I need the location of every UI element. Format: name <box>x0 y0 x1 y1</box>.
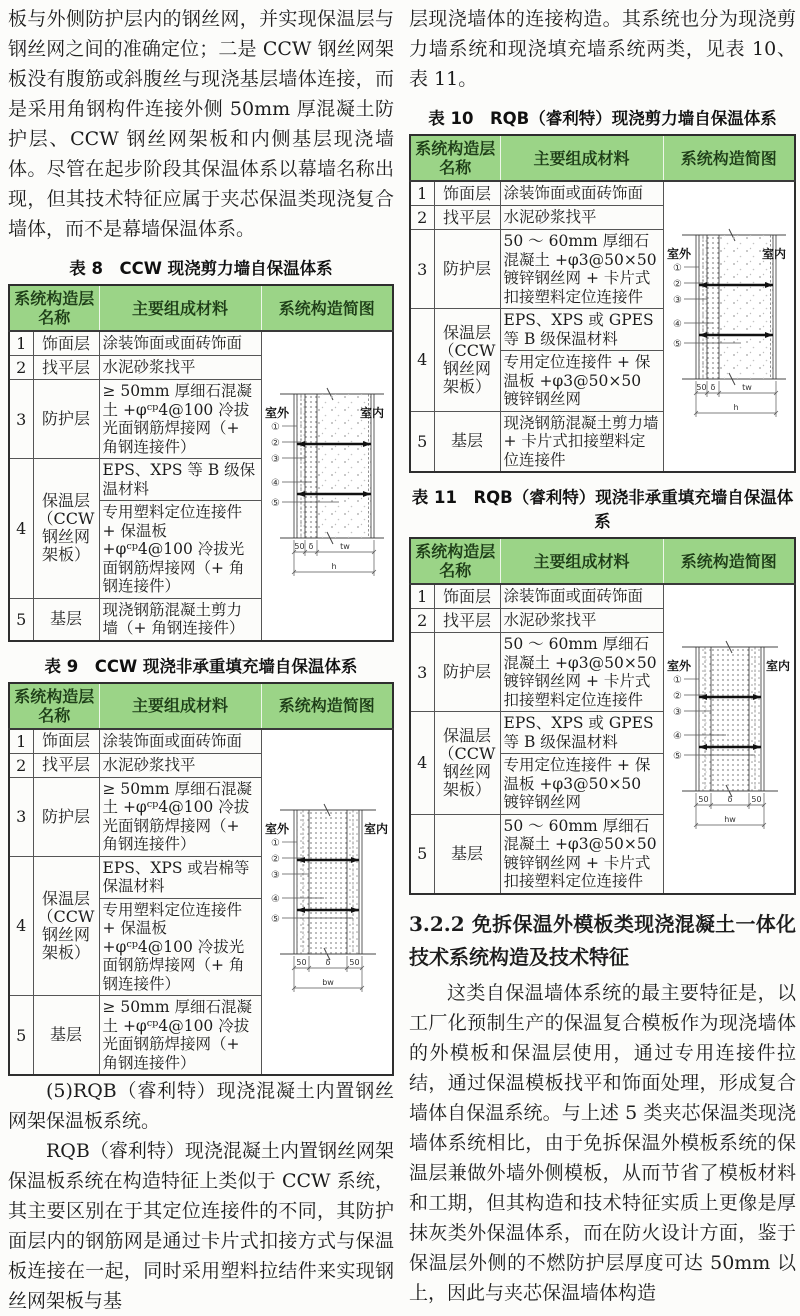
layer-material: ≥ 50mm 厚细石混凝土 +φᶜᵖ4@100 冷拔光面钢筋焊接网（+ 角钢连接件） <box>99 777 261 856</box>
layer-material: 50 ～ 60mm 厚细石混凝土 +φ3@50×50 镀锌钢丝网 + 卡片式扣接塑料定位连接件 <box>500 633 663 712</box>
row-number: 3 <box>9 777 33 856</box>
callout-3: ③ <box>270 453 280 465</box>
callout-3: ③ <box>672 294 682 306</box>
indoor-label: 室内 <box>765 658 790 673</box>
layer-material: 50 ～ 60mm 厚细石混凝土 +φ3@50×50 镀锌钢丝网 + 卡片式扣接塑料定位连接件 <box>500 814 663 894</box>
dim-overall: h <box>331 561 337 571</box>
row-number: 5 <box>9 996 33 1076</box>
layer-material: EPS、XPS 或 GPES 等 B 级保温材料 <box>500 309 663 351</box>
outdoor-label: 室外 <box>666 246 691 261</box>
row-number: 2 <box>410 609 434 633</box>
row-number: 3 <box>9 380 33 459</box>
layer-material: EPS、XPS 或 GPES 等 B 级保温材料 <box>500 712 663 754</box>
layer-material: 专用定位连接件 + 保温板 +φ3@50×50 镀锌钢丝网 <box>500 754 663 815</box>
callout-2: ② <box>672 278 682 290</box>
wall-layers <box>294 810 362 954</box>
dim-seg3: 50 <box>349 957 360 967</box>
dim-seg2: δ <box>727 794 733 804</box>
layer-material: 涂装饰面或面砖饰面 <box>500 181 663 206</box>
paragraph-322-body: 这类自保温墙体系统的最主要特征是，以工厂化预制生产的保温复合模板作为现浇墙体的外模板和保温层使用，通过专用连接件拉结，通过保温模板找平和饰面处理，形成复合墙体自保温系统。与上述 5 类夹芯保温类现浇墙体系统相比，由于免拆保温外模板系统的保温层兼做外墙外侧模板，从而节省了模板材料和工期，但其构造和技术特征实质上更像是厚抹灰类外保温体系，而在防火设计方面，鉴于保温层外侧的不燃防护层厚度可达 50mm 以上，因此与夹芯保温墙体构造 <box>409 981 796 1304</box>
table-10 <box>409 134 796 473</box>
construction-diagram-shear <box>666 221 792 433</box>
dim-seg1: 50 <box>698 794 709 804</box>
dim-seg2: δ <box>710 382 716 392</box>
table9-title: 表 9 CCW 现浇非承重填充墙自保温体系 <box>44 656 358 676</box>
row-number: 3 <box>410 633 434 712</box>
table-row <box>410 584 795 609</box>
header-materials: 主要组成材料 <box>99 683 261 729</box>
dim-seg3: tw <box>339 541 350 551</box>
row-number: 1 <box>9 729 33 754</box>
row-number: 4 <box>410 712 434 815</box>
wall-layers <box>696 647 764 791</box>
layer-name: 基层 <box>33 598 99 641</box>
table-11 <box>409 537 796 895</box>
layer-name: 防护层 <box>434 633 500 712</box>
callout-2: ② <box>672 690 682 702</box>
layer-material: 现浇钢筋混凝土剪力墙（+ 角钢连接件） <box>99 598 261 641</box>
layer-material: EPS、XPS 或岩棉等保温材料 <box>99 856 261 898</box>
table11-title: 表 11 RQB（睿利特）现浇非承重填充墙自保温体系 <box>411 488 794 531</box>
table-9 <box>8 682 394 1077</box>
construction-diagram-shear <box>264 380 390 592</box>
layer-name: 饰面层 <box>434 181 500 206</box>
layer-name: 保温层（CCW 钢丝网架板） <box>434 309 500 412</box>
table-row <box>9 285 393 331</box>
row-number: 1 <box>9 331 33 356</box>
layer-material: 现浇钢筋混凝土剪力墙 + 卡片式扣接塑料定位连接件 <box>500 411 663 472</box>
table-row <box>9 683 393 729</box>
callout-4: ④ <box>270 893 280 905</box>
layer-name: 找平层 <box>33 356 99 380</box>
layer-name: 保温层（CCW 钢丝网架板） <box>33 459 99 599</box>
row-number: 5 <box>410 814 434 894</box>
table-row <box>410 538 795 584</box>
header-layer-name: 系统构造层名称 <box>410 135 500 181</box>
right-column <box>409 4 796 1308</box>
table-row <box>410 135 795 181</box>
table-row <box>9 729 393 754</box>
row-number: 1 <box>410 181 434 206</box>
dim-overall: h <box>733 402 739 412</box>
callout-2: ② <box>270 853 280 865</box>
row-number: 3 <box>410 230 434 309</box>
indoor-label: 室内 <box>359 405 384 420</box>
layer-material: ≥ 50mm 厚细石混凝土 +φᶜᵖ4@100 冷拔光面钢筋焊接网（+ 角钢连接件） <box>99 380 261 459</box>
layer-material: 水泥砂浆找平 <box>500 206 663 230</box>
section-heading-322: 3.2.2 免拆保温外模板类现浇混凝土一体化技术系统构造及技术特征 <box>409 911 796 969</box>
callout-4: ④ <box>672 730 682 742</box>
indoor-label: 室内 <box>363 821 388 836</box>
layer-material: 水泥砂浆找平 <box>500 609 663 633</box>
callout-1: ① <box>270 421 280 433</box>
paragraph-rqb-continued: 层现浇墙体的连接构造。其系统也分为现浇剪力墙系统和现浇填充墙系统两类，见表 10、表 11。 <box>409 8 796 90</box>
outdoor-label: 室外 <box>264 821 289 836</box>
dim-overall: bw <box>321 977 334 987</box>
table-row <box>410 181 795 206</box>
layer-material: ≥ 50mm 厚细石混凝土 +φᶜᵖ4@100 冷拔光面钢筋焊接网（+ 角钢连接件） <box>99 996 261 1076</box>
layer-material: 涂装饰面或面砖饰面 <box>99 331 261 356</box>
layer-name: 找平层 <box>33 753 99 777</box>
layer-name: 饰面层 <box>434 584 500 609</box>
layer-material: 涂装饰面或面砖饰面 <box>99 729 261 754</box>
layer-material: 涂装饰面或面砖饰面 <box>500 584 663 609</box>
row-number: 5 <box>9 598 33 641</box>
layer-material: 专用塑料定位连接件 + 保温板 +φᶜᵖ4@100 冷拔光面钢筋焊接网（+ 角钢连接件） <box>99 501 261 599</box>
layer-material: 专用塑料定位连接件 + 保温板 +φᶜᵖ4@100 冷拔光面钢筋焊接网（+ 角钢连接件） <box>99 898 261 996</box>
dim-seg3: tw <box>741 382 752 392</box>
paragraph-rqb-intro: (5)RQB（睿利特）现浇混凝土内置钢丝网架保温板系统。 <box>8 1080 394 1132</box>
dim-seg2: δ <box>308 541 314 551</box>
layer-name: 基层 <box>434 411 500 472</box>
layer-name: 防护层 <box>33 777 99 856</box>
row-number: 4 <box>410 309 434 412</box>
dim-seg1: 50 <box>294 541 305 551</box>
callout-3: ③ <box>270 869 280 881</box>
header-materials: 主要组成材料 <box>99 285 261 331</box>
callout-4: ④ <box>270 477 280 489</box>
header-layer-name: 系统构造层名称 <box>9 683 99 729</box>
row-number: 2 <box>9 753 33 777</box>
row-number: 2 <box>9 356 33 380</box>
table8-title: 表 8 CCW 现浇剪力墙自保温体系 <box>69 259 333 278</box>
layer-name: 防护层 <box>33 380 99 459</box>
diagram-cell <box>663 584 795 894</box>
row-number: 4 <box>9 856 33 996</box>
layer-name: 找平层 <box>434 609 500 633</box>
left-column <box>8 4 394 1316</box>
header-materials: 主要组成材料 <box>500 135 663 181</box>
callout-5: ⑤ <box>672 750 682 762</box>
dim-overall: hw <box>723 814 736 824</box>
callout-2: ② <box>270 437 280 449</box>
table10-title: 表 10 RQB（睿利特）现浇剪力墙自保温体系 <box>428 109 777 128</box>
layer-material: 50 ～ 60mm 厚细石混凝土 +φ3@50×50 镀锌钢丝网 + 卡片式扣接塑料定位连接件 <box>500 230 663 309</box>
row-number: 5 <box>410 411 434 472</box>
paragraph-rqb-detail: RQB（睿利特）现浇混凝土内置钢丝网架保温板系统在构造特征上类似于 CCW 系统，其主要区别在于其定位连接件的不同，其防护面层内的钢筋网是通过卡片式扣接方式与保温板连接在一起，同时采用塑料拉结件来实现钢丝网架板与基 <box>8 1140 394 1312</box>
diagram-cell <box>261 729 393 1076</box>
paragraph-ccw-continued: 板与外侧防护层内的钢丝网，并实现保温层与钢丝网之间的准确定位；二是 CCW 钢丝网架板没有腹筋或斜腹丝与现浇基层墙体连接，而是采用角钢构件连接外侧 50mm 厚混凝土防护层、CCW 钢丝网架板和内侧基层现浇墙体。尽管在起步阶段其保温体系以幕墙名称出现，但其技术特征应属于夹芯保温类现浇复合墙体，而不是幕墙保温体系。 <box>8 8 394 240</box>
layer-name: 找平层 <box>434 206 500 230</box>
callout-1: ① <box>672 674 682 686</box>
outdoor-label: 室外 <box>666 658 691 673</box>
construction-diagram-infill <box>666 633 792 845</box>
table-8 <box>8 284 394 642</box>
header-materials: 主要组成材料 <box>500 538 663 584</box>
layer-material: 水泥砂浆找平 <box>99 356 261 380</box>
dim-seg2: δ <box>325 957 331 967</box>
indoor-label: 室内 <box>761 246 786 261</box>
diagram-cell <box>663 181 795 472</box>
layer-name: 保温层（CCW 钢丝网架板） <box>434 712 500 815</box>
header-diagram: 系统构造简图 <box>261 285 393 331</box>
diagram-cell <box>261 331 393 641</box>
callout-5: ⑤ <box>270 913 280 925</box>
callout-5: ⑤ <box>270 497 280 509</box>
header-layer-name: 系统构造层名称 <box>410 538 500 584</box>
layer-name: 防护层 <box>434 230 500 309</box>
header-layer-name: 系统构造层名称 <box>9 285 99 331</box>
layer-material: 水泥砂浆找平 <box>99 753 261 777</box>
row-number: 2 <box>410 206 434 230</box>
header-diagram: 系统构造简图 <box>663 538 795 584</box>
layer-name: 基层 <box>33 996 99 1076</box>
dim-seg1: 50 <box>696 382 707 392</box>
row-number: 4 <box>9 459 33 599</box>
layer-name: 饰面层 <box>33 729 99 754</box>
construction-diagram-infill <box>264 796 390 1008</box>
outdoor-label: 室外 <box>264 405 289 420</box>
callout-4: ④ <box>672 318 682 330</box>
layer-name: 饰面层 <box>33 331 99 356</box>
row-number: 1 <box>410 584 434 609</box>
callout-3: ③ <box>672 706 682 718</box>
callout-5: ⑤ <box>672 338 682 350</box>
callout-1: ① <box>672 262 682 274</box>
dim-seg1: 50 <box>296 957 307 967</box>
header-diagram: 系统构造简图 <box>663 135 795 181</box>
layer-name: 保温层（CCW 钢丝网架板） <box>33 856 99 996</box>
header-diagram: 系统构造简图 <box>261 683 393 729</box>
dim-seg3: 50 <box>751 794 762 804</box>
layer-material: 专用定位连接件 + 保温板 +φ3@50×50 镀锌钢丝网 <box>500 351 663 412</box>
table-row <box>9 331 393 356</box>
layer-material: EPS、XPS 等 B 级保温材料 <box>99 459 261 501</box>
callout-1: ① <box>270 837 280 849</box>
layer-name: 基层 <box>434 814 500 894</box>
